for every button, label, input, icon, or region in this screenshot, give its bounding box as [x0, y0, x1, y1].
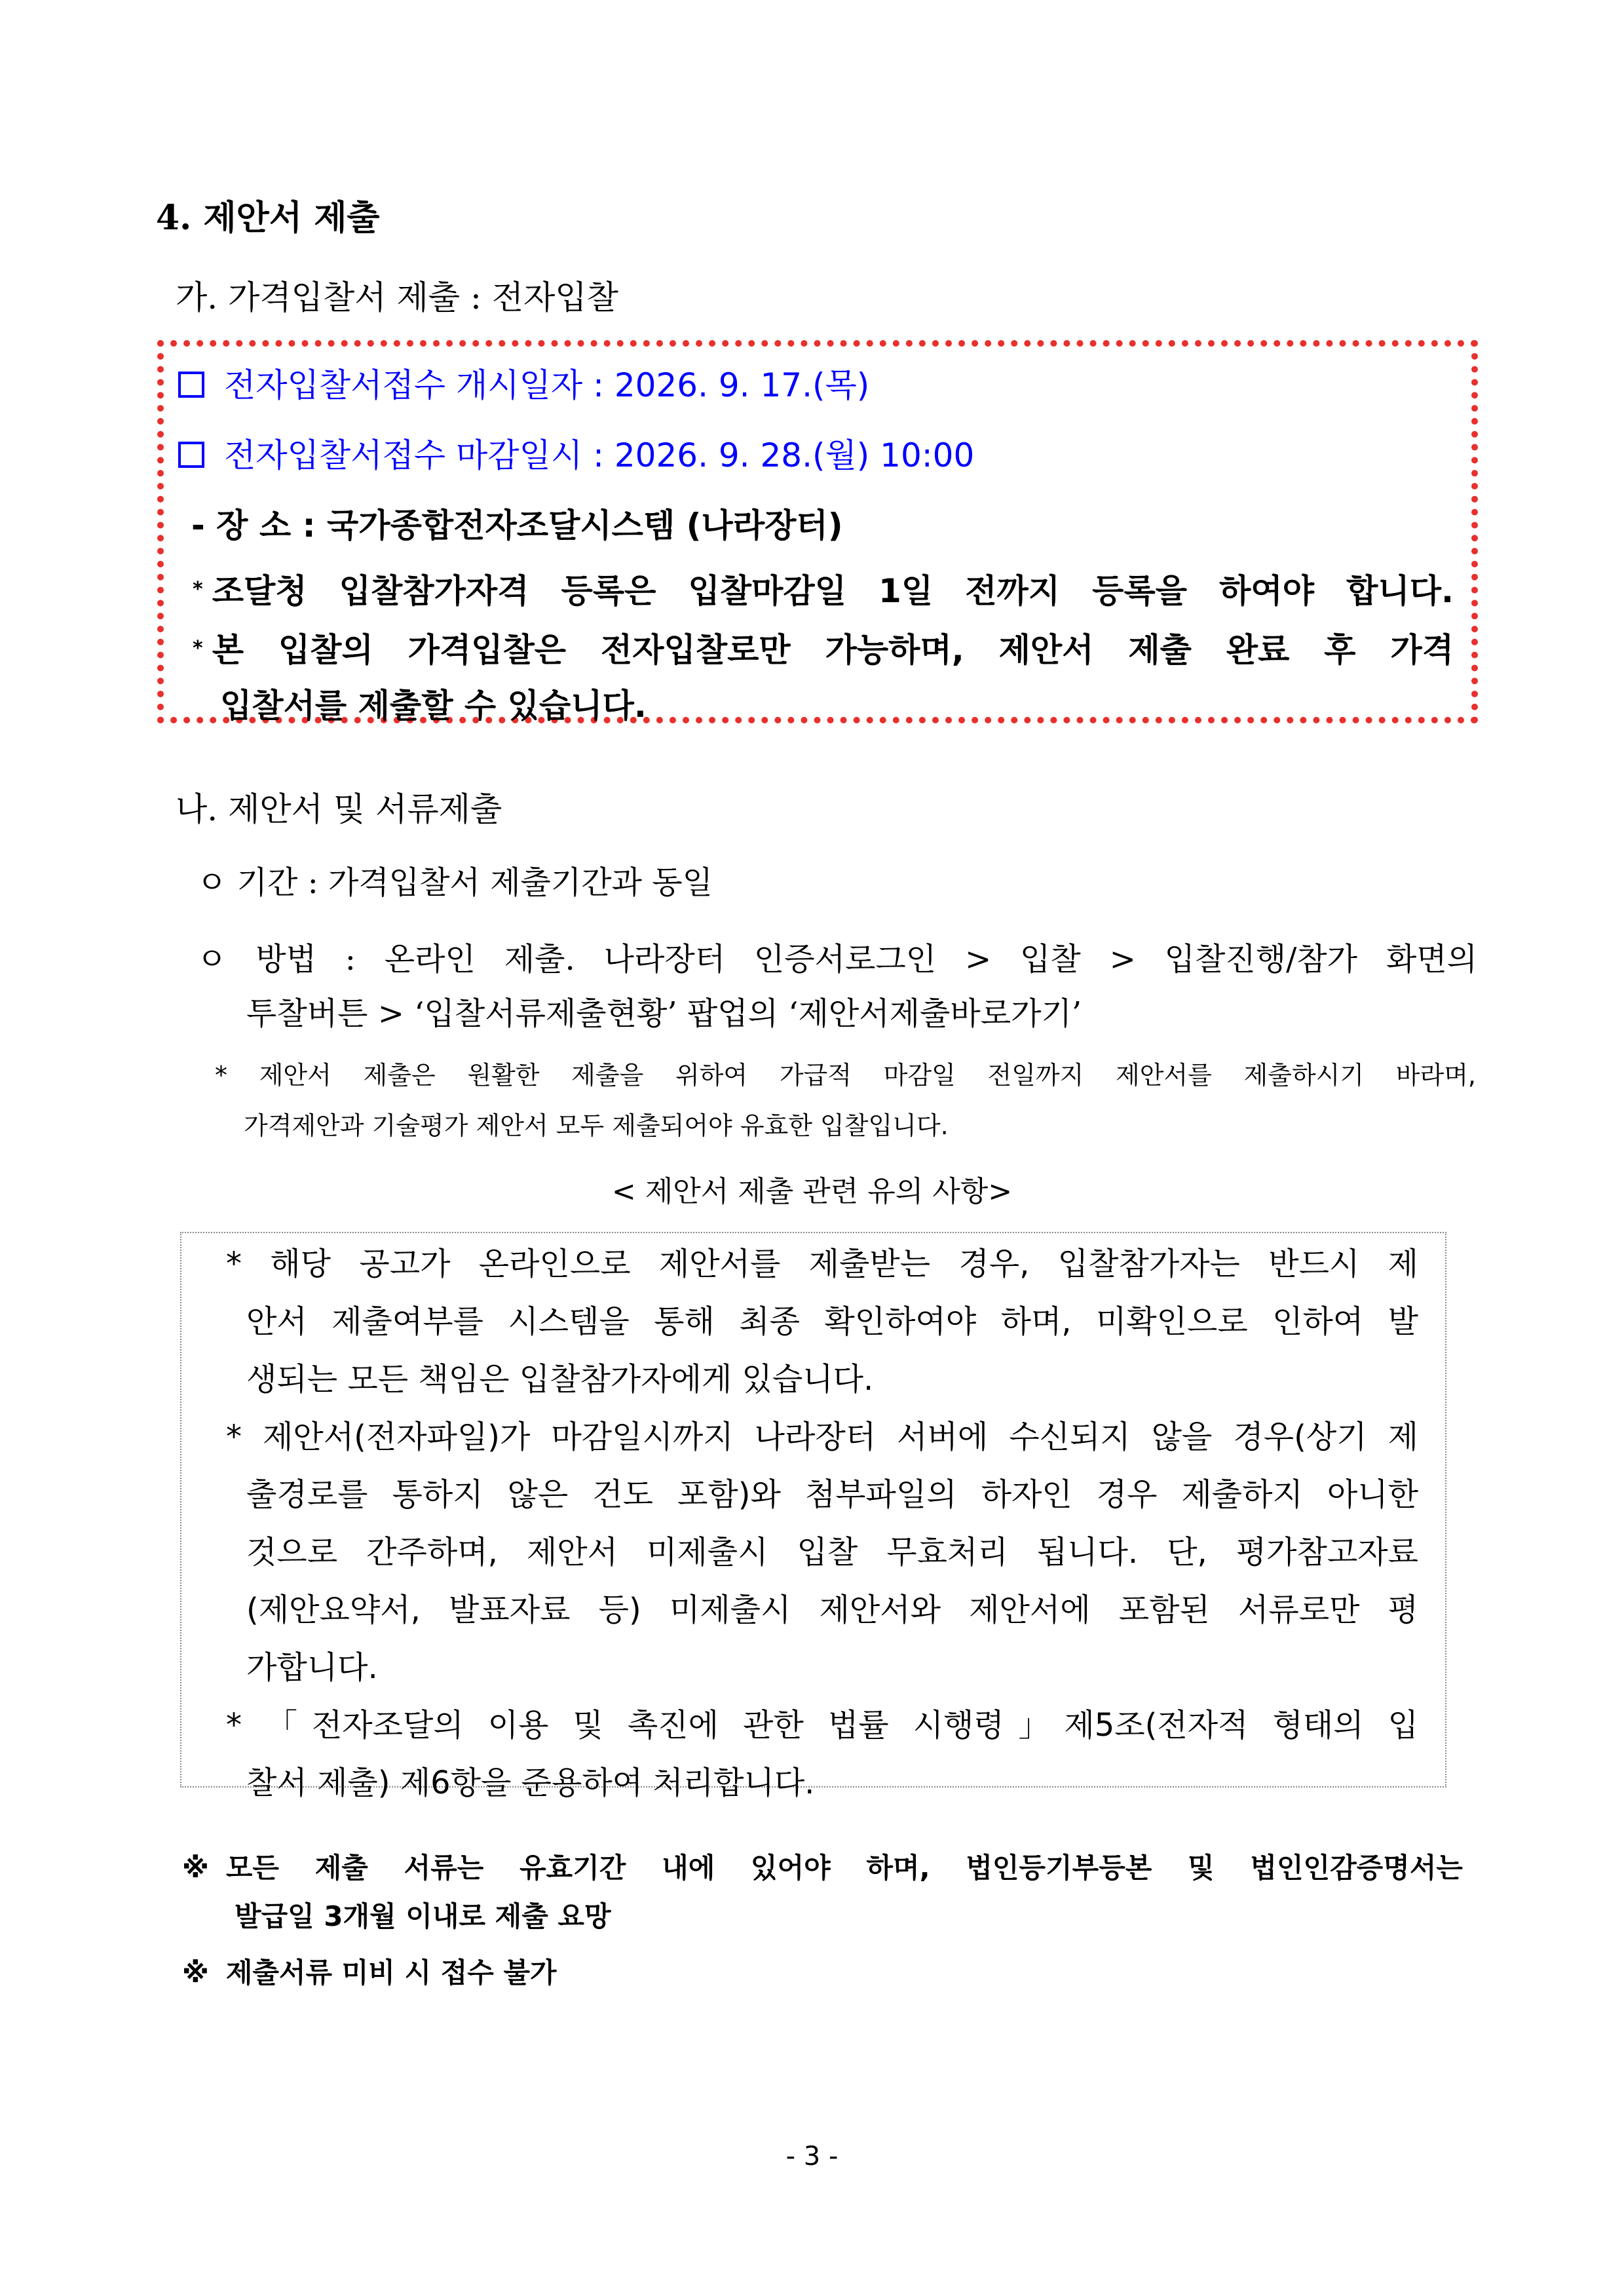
method-item: ㅇ 방법 : 온라인 제출. 나라장터 인증서로그인 > 입찰 > 입찰진행/참가 화면의 [197, 941, 1477, 978]
checkbox-icon [178, 442, 204, 468]
submission-tip-cont: 가격제안과 기술평가 제안서 모두 제출되어야 유효한 입찰입니다. [244, 1111, 949, 1140]
caution-title: < 제안서 제출 관련 유의 사항> [611, 1175, 1013, 1208]
caution-line: 안서 제출여부를 시스템을 통해 최종 확인하여야 하며, 미확인으로 인하여 발 [246, 1303, 1418, 1340]
close-date-line [178, 429, 974, 476]
caution-line: 출경로를 통하지 않은 건도 포함)와 첨부파일의 하자인 경우 제출하지 아니한 [246, 1476, 1418, 1513]
caution-line: 생되는 모든 책임은 입찰참가자에게 있습니다. [246, 1361, 874, 1398]
checkbox-icon [178, 372, 204, 398]
caution-line: * 제안서(전자파일)가 마감일시까지 나라장터 서버에 수신되지 않을 경우(상기 제 [226, 1419, 1418, 1455]
price-bid-note: * 본 입찰의 가격입찰은 전자입찰로만 가능하며, 제안서 제출 완료 후 가격 [193, 631, 1454, 669]
open-date-line [178, 359, 869, 406]
subsection-a-title: 가. 가격입찰서 제출 : 전자입찰 [176, 278, 618, 316]
caution-line: * 「전자조달의 이용 및 촉진에 관한 법률 시행령」제5조(전자적 형태의 입 [226, 1707, 1418, 1744]
place-line: - 장 소 : 국가종합전자조달시스템 (나라장터) [191, 507, 843, 545]
page-number: - 3 - [785, 2141, 839, 2172]
caution-line: (제안요약서, 발표자료 등) 미제출시 제안서와 제안서에 포함된 서류로만 평 [246, 1592, 1418, 1628]
section-title: 4. 제안서 제출 [156, 198, 380, 238]
validity-footnote-cont: 발급일 3개월 이내로 제출 요망 [235, 1900, 611, 1932]
caution-line: 것으로 간주하며, 제안서 미제출시 입찰 무효처리 됩니다. 단, 평가참고자료 [246, 1534, 1418, 1571]
caution-line: 가합니다. [246, 1649, 378, 1686]
missing-docs-footnote: ※ 제출서류 미비 시 접수 불가 [182, 1957, 557, 1989]
caution-line: * 해당 공고가 온라인으로 제안서를 제출받는 경우, 입찰참가자는 반드시 제 [226, 1246, 1418, 1282]
subsection-b-title: 나. 제안서 및 서류제출 [176, 790, 502, 828]
registration-note: * 조달청 입찰참가자격 등록은 입찰마감일 1일 전까지 등록을 하여야 합니다. [193, 572, 1454, 610]
close-date-text: 전자입찰서접수 마감일시 : 2026. 9. 28.(월) 10:00 [224, 436, 975, 474]
submission-tip: * 제안서 제출은 원활한 제출을 위하여 가급적 마감일 전일까지 제안서를 제출하시기 바라며, [215, 1061, 1476, 1090]
validity-footnote: ※ 모든 제출 서류는 유효기간 내에 있어야 하며, 법인등기부등본 및 법인인감증명서는 [182, 1852, 1463, 1884]
method-item-cont: 투찰버튼 > ‘입찰서류제출현황’ 팝업의 ‘제안서제출바로가기’ [246, 995, 1082, 1032]
period-item: ㅇ 기간 : 가격입찰서 제출기간과 동일 [197, 864, 713, 901]
price-bid-note-cont: 입찰서를 제출할 수 있습니다. [220, 687, 647, 725]
caution-line: 찰서 제출) 제6항을 준용하여 처리합니다. [246, 1765, 815, 1801]
open-date-text: 전자입찰서접수 개시일자 : 2026. 9. 17.(목) [224, 366, 870, 404]
